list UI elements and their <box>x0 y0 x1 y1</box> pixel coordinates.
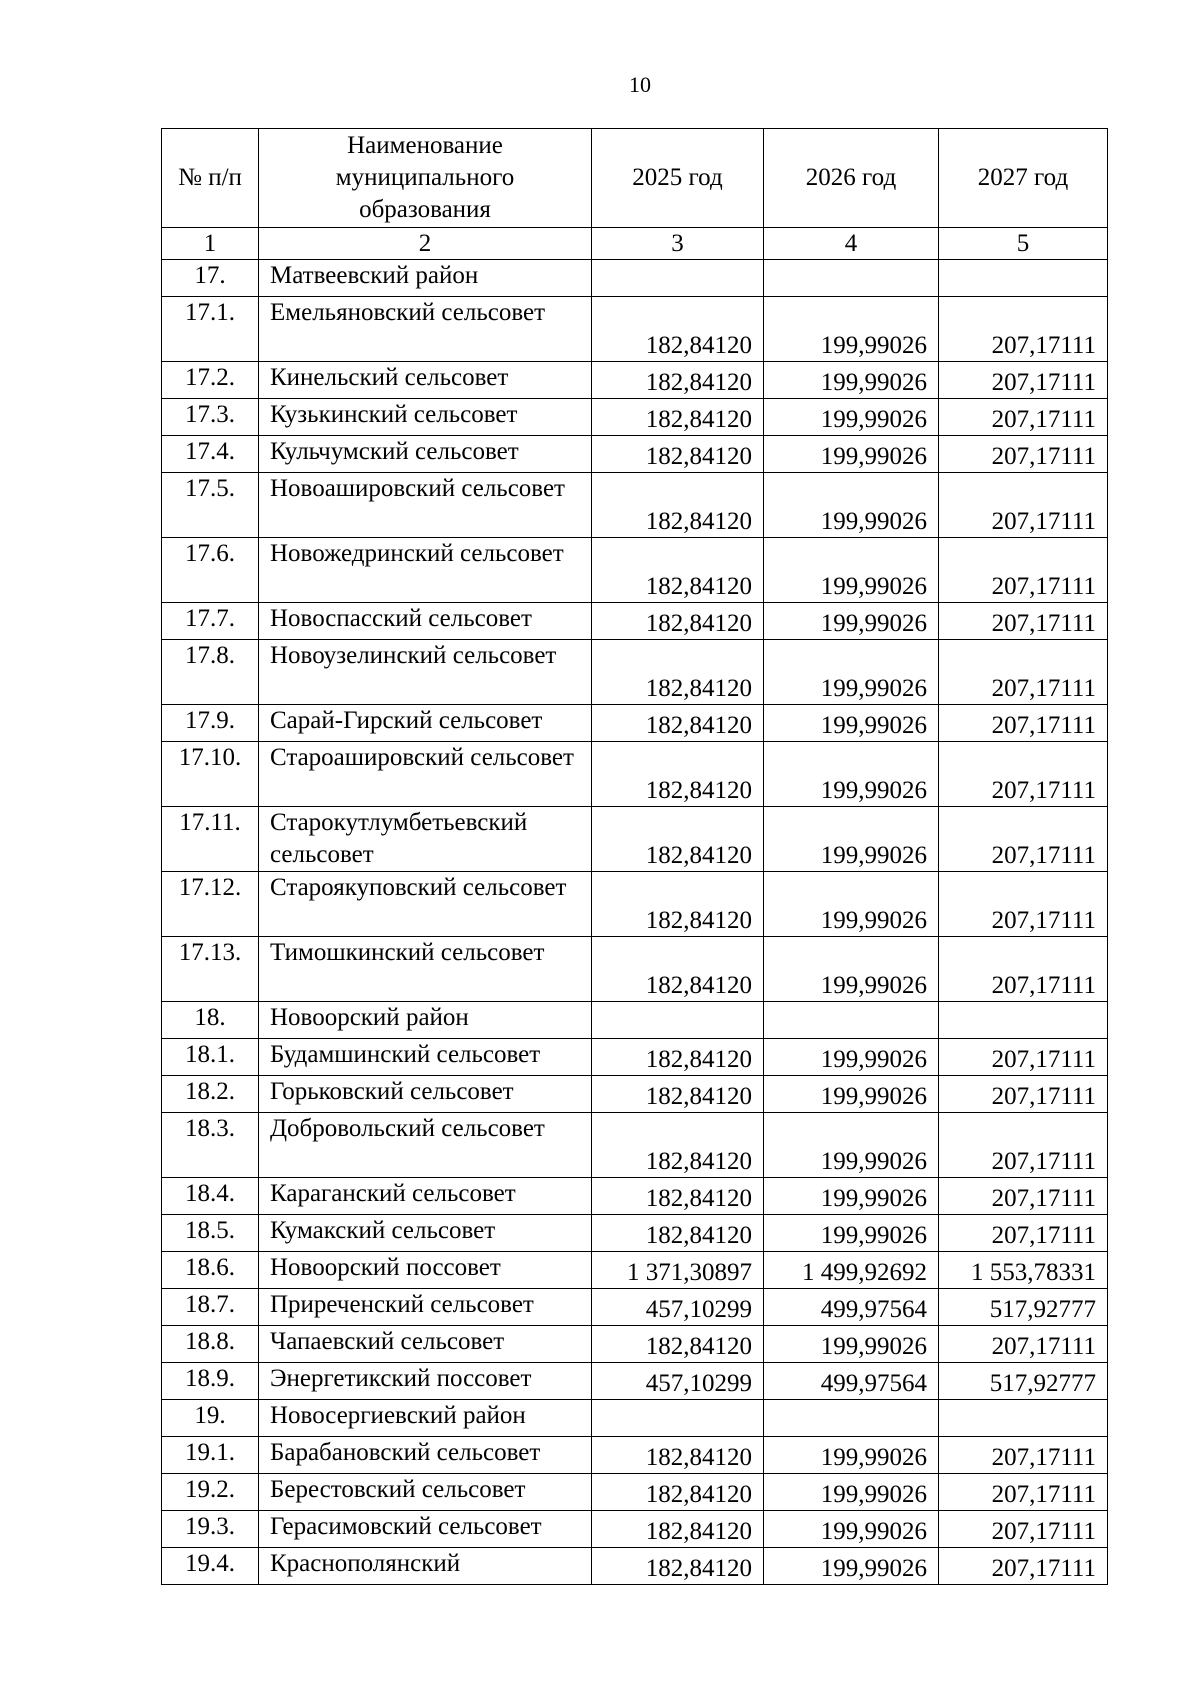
table-row <box>162 473 1108 538</box>
value-2027: 207,17111 <box>939 1113 1108 1178</box>
column-index: 2 <box>259 228 592 260</box>
municipality-name: Новосергиевский район <box>259 1400 592 1437</box>
row-number: 17.8. <box>162 640 259 705</box>
value-2026: 199,99026 <box>764 1039 939 1076</box>
row-number: 18.7. <box>162 1289 259 1326</box>
municipality-name: Добровольский сельсовет <box>259 1113 592 1178</box>
value-2026: 199,99026 <box>764 538 939 603</box>
row-number: 19.1. <box>162 1437 259 1474</box>
value-2026: 499,97564 <box>764 1289 939 1326</box>
table-row <box>162 1039 1108 1076</box>
value-2027: 207,17111 <box>939 538 1108 603</box>
column-index: 4 <box>764 228 939 260</box>
value-2027: 207,17111 <box>939 1039 1108 1076</box>
value-2027: 207,17111 <box>939 436 1108 473</box>
value-2026: 199,99026 <box>764 937 939 1002</box>
value-2026: 199,99026 <box>764 399 939 436</box>
value-2026: 199,99026 <box>764 705 939 742</box>
value-2025: 182,84120 <box>592 1178 764 1215</box>
row-number: 17.11. <box>162 807 259 872</box>
value-2025 <box>592 260 764 297</box>
table-row <box>162 1400 1108 1437</box>
value-2025: 182,84120 <box>592 640 764 705</box>
row-number: 18.4. <box>162 1178 259 1215</box>
table-row <box>162 260 1108 297</box>
row-number: 17.1. <box>162 297 259 362</box>
table-row <box>162 1326 1108 1363</box>
table-row <box>162 937 1108 1002</box>
municipality-name: Горьковский сельсовет <box>259 1076 592 1113</box>
value-2026: 199,99026 <box>764 807 939 872</box>
value-2025: 457,10299 <box>592 1363 764 1400</box>
table-row <box>162 436 1108 473</box>
row-number: 19.2. <box>162 1474 259 1511</box>
municipality-name: Новоорский поссовет <box>259 1252 592 1289</box>
table-header-row <box>162 129 1108 228</box>
table-row <box>162 1548 1108 1585</box>
municipality-name: Кинельский сельсовет <box>259 362 592 399</box>
municipality-name: Караганский сельсовет <box>259 1178 592 1215</box>
column-index: 1 <box>162 228 259 260</box>
table-row <box>162 1002 1108 1039</box>
value-2026: 199,99026 <box>764 1511 939 1548</box>
header-year-2026: 2026 год <box>764 129 939 228</box>
value-2025: 182,84120 <box>592 705 764 742</box>
municipality-name: Кумакский сельсовет <box>259 1215 592 1252</box>
value-2026: 199,99026 <box>764 297 939 362</box>
municipality-name: Барабановский сельсовет <box>259 1437 592 1474</box>
header-year-2025: 2025 год <box>592 129 764 228</box>
value-2025: 182,84120 <box>592 538 764 603</box>
header-municipality-name: Наименование муниципального образования <box>259 129 592 228</box>
value-2026: 199,99026 <box>764 1474 939 1511</box>
row-number: 18. <box>162 1002 259 1039</box>
table-row <box>162 538 1108 603</box>
value-2025: 182,84120 <box>592 1511 764 1548</box>
value-2027: 207,17111 <box>939 1178 1108 1215</box>
municipality-name: Емельяновский сельсовет <box>259 297 592 362</box>
value-2025: 182,84120 <box>592 742 764 807</box>
municipality-name: Тимошкинский сельсовет <box>259 937 592 1002</box>
value-2025: 1 371,30897 <box>592 1252 764 1289</box>
header-number: № п/п <box>162 129 259 228</box>
value-2025: 457,10299 <box>592 1289 764 1326</box>
value-2026 <box>764 1400 939 1437</box>
row-number: 18.8. <box>162 1326 259 1363</box>
value-2025 <box>592 1400 764 1437</box>
value-2027: 207,17111 <box>939 603 1108 640</box>
value-2026: 199,99026 <box>764 362 939 399</box>
table-row <box>162 362 1108 399</box>
row-number: 17.7. <box>162 603 259 640</box>
value-2027: 207,17111 <box>939 1474 1108 1511</box>
row-number: 18.9. <box>162 1363 259 1400</box>
value-2027: 207,17111 <box>939 399 1108 436</box>
value-2027: 207,17111 <box>939 297 1108 362</box>
value-2025: 182,84120 <box>592 1548 764 1585</box>
municipality-name: Новожедринский сельсовет <box>259 538 592 603</box>
value-2027: 207,17111 <box>939 937 1108 1002</box>
table-row <box>162 1113 1108 1178</box>
row-number: 18.3. <box>162 1113 259 1178</box>
value-2026: 199,99026 <box>764 436 939 473</box>
municipal-allocation-table <box>161 128 1108 1585</box>
value-2025: 182,84120 <box>592 1076 764 1113</box>
row-number: 18.5. <box>162 1215 259 1252</box>
value-2027: 207,17111 <box>939 640 1108 705</box>
value-2027: 207,17111 <box>939 1076 1108 1113</box>
table-row <box>162 742 1108 807</box>
value-2025: 182,84120 <box>592 937 764 1002</box>
row-number: 18.1. <box>162 1039 259 1076</box>
row-number: 17. <box>162 260 259 297</box>
value-2025: 182,84120 <box>592 1474 764 1511</box>
row-number: 18.2. <box>162 1076 259 1113</box>
table-row <box>162 1178 1108 1215</box>
table-row <box>162 1252 1108 1289</box>
table-row <box>162 1289 1108 1326</box>
table-row <box>162 1215 1108 1252</box>
row-number: 17.12. <box>162 872 259 937</box>
value-2026: 199,99026 <box>764 742 939 807</box>
table-row <box>162 1437 1108 1474</box>
value-2025: 182,84120 <box>592 436 764 473</box>
value-2027: 207,17111 <box>939 1437 1108 1474</box>
value-2025: 182,84120 <box>592 1437 764 1474</box>
value-2027: 517,92777 <box>939 1289 1108 1326</box>
value-2027 <box>939 1400 1108 1437</box>
value-2025: 182,84120 <box>592 473 764 538</box>
municipality-name: Энергетикский поссовет <box>259 1363 592 1400</box>
value-2026: 499,97564 <box>764 1363 939 1400</box>
value-2025: 182,84120 <box>592 807 764 872</box>
municipality-name: Краснополянский <box>259 1548 592 1585</box>
table-row <box>162 297 1108 362</box>
value-2027: 207,17111 <box>939 1215 1108 1252</box>
value-2026: 199,99026 <box>764 1178 939 1215</box>
value-2025: 182,84120 <box>592 1039 764 1076</box>
municipality-name: Новоашировский сельсовет <box>259 473 592 538</box>
value-2027: 207,17111 <box>939 1548 1108 1585</box>
value-2027: 207,17111 <box>939 1326 1108 1363</box>
table-row <box>162 1076 1108 1113</box>
municipality-name: Берестовский сельсовет <box>259 1474 592 1511</box>
value-2026: 199,99026 <box>764 1548 939 1585</box>
value-2027: 517,92777 <box>939 1363 1108 1400</box>
municipality-name: Новоспасский сельсовет <box>259 603 592 640</box>
value-2027 <box>939 1002 1108 1039</box>
value-2027: 207,17111 <box>939 1511 1108 1548</box>
value-2025: 182,84120 <box>592 362 764 399</box>
row-number: 17.4. <box>162 436 259 473</box>
value-2026: 199,99026 <box>764 1113 939 1178</box>
municipality-name: Будамшинский сельсовет <box>259 1039 592 1076</box>
row-number: 17.9. <box>162 705 259 742</box>
row-number: 19. <box>162 1400 259 1437</box>
municipality-name: Чапаевский сельсовет <box>259 1326 592 1363</box>
row-number: 17.10. <box>162 742 259 807</box>
value-2026: 199,99026 <box>764 603 939 640</box>
municipality-name: Матвеевский район <box>259 260 592 297</box>
municipality-name: Староякуповский сельсовет <box>259 872 592 937</box>
value-2026 <box>764 1002 939 1039</box>
municipality-name: Новоузелинский сельсовет <box>259 640 592 705</box>
municipality-name: Кузькинский сельсовет <box>259 399 592 436</box>
municipality-name: Кульчумский сельсовет <box>259 436 592 473</box>
value-2025 <box>592 1002 764 1039</box>
table-row <box>162 807 1108 872</box>
row-number: 18.6. <box>162 1252 259 1289</box>
value-2026: 199,99026 <box>764 1326 939 1363</box>
table-row <box>162 1511 1108 1548</box>
value-2026: 199,99026 <box>764 640 939 705</box>
value-2026: 199,99026 <box>764 1437 939 1474</box>
value-2027: 207,17111 <box>939 473 1108 538</box>
municipality-name: Сарай-Гирский сельсовет <box>259 705 592 742</box>
header-year-2027: 2027 год <box>939 129 1108 228</box>
column-index-row <box>162 228 1108 260</box>
municipality-name: Староашировский сельсовет <box>259 742 592 807</box>
value-2027: 207,17111 <box>939 362 1108 399</box>
row-number: 17.2. <box>162 362 259 399</box>
municipality-name: Новоорский район <box>259 1002 592 1039</box>
page-number: 10 <box>629 72 651 97</box>
table-row <box>162 603 1108 640</box>
column-index: 5 <box>939 228 1108 260</box>
row-number: 17.13. <box>162 937 259 1002</box>
value-2027: 207,17111 <box>939 872 1108 937</box>
value-2026: 1 499,92692 <box>764 1252 939 1289</box>
value-2027: 207,17111 <box>939 742 1108 807</box>
value-2025: 182,84120 <box>592 297 764 362</box>
value-2027 <box>939 260 1108 297</box>
row-number: 17.3. <box>162 399 259 436</box>
value-2026: 199,99026 <box>764 473 939 538</box>
table-row <box>162 1474 1108 1511</box>
value-2025: 182,84120 <box>592 1215 764 1252</box>
value-2027: 207,17111 <box>939 705 1108 742</box>
table-row <box>162 1363 1108 1400</box>
value-2026: 199,99026 <box>764 872 939 937</box>
table-row <box>162 872 1108 937</box>
value-2027: 1 553,78331 <box>939 1252 1108 1289</box>
table-row <box>162 640 1108 705</box>
value-2026 <box>764 260 939 297</box>
value-2026: 199,99026 <box>764 1076 939 1113</box>
value-2025: 182,84120 <box>592 603 764 640</box>
value-2025: 182,84120 <box>592 1326 764 1363</box>
table-row <box>162 705 1108 742</box>
row-number: 19.4. <box>162 1548 259 1585</box>
row-number: 17.6. <box>162 538 259 603</box>
table-row <box>162 399 1108 436</box>
value-2025: 182,84120 <box>592 872 764 937</box>
value-2025: 182,84120 <box>592 1113 764 1178</box>
column-index: 3 <box>592 228 764 260</box>
row-number: 17.5. <box>162 473 259 538</box>
value-2027: 207,17111 <box>939 807 1108 872</box>
municipality-name: Старокутлумбетьевский сельсовет <box>259 807 592 872</box>
table-body <box>162 260 1108 1585</box>
value-2025: 182,84120 <box>592 399 764 436</box>
row-number: 19.3. <box>162 1511 259 1548</box>
municipality-name: Приреченский сельсовет <box>259 1289 592 1326</box>
municipality-name: Герасимовский сельсовет <box>259 1511 592 1548</box>
value-2026: 199,99026 <box>764 1215 939 1252</box>
